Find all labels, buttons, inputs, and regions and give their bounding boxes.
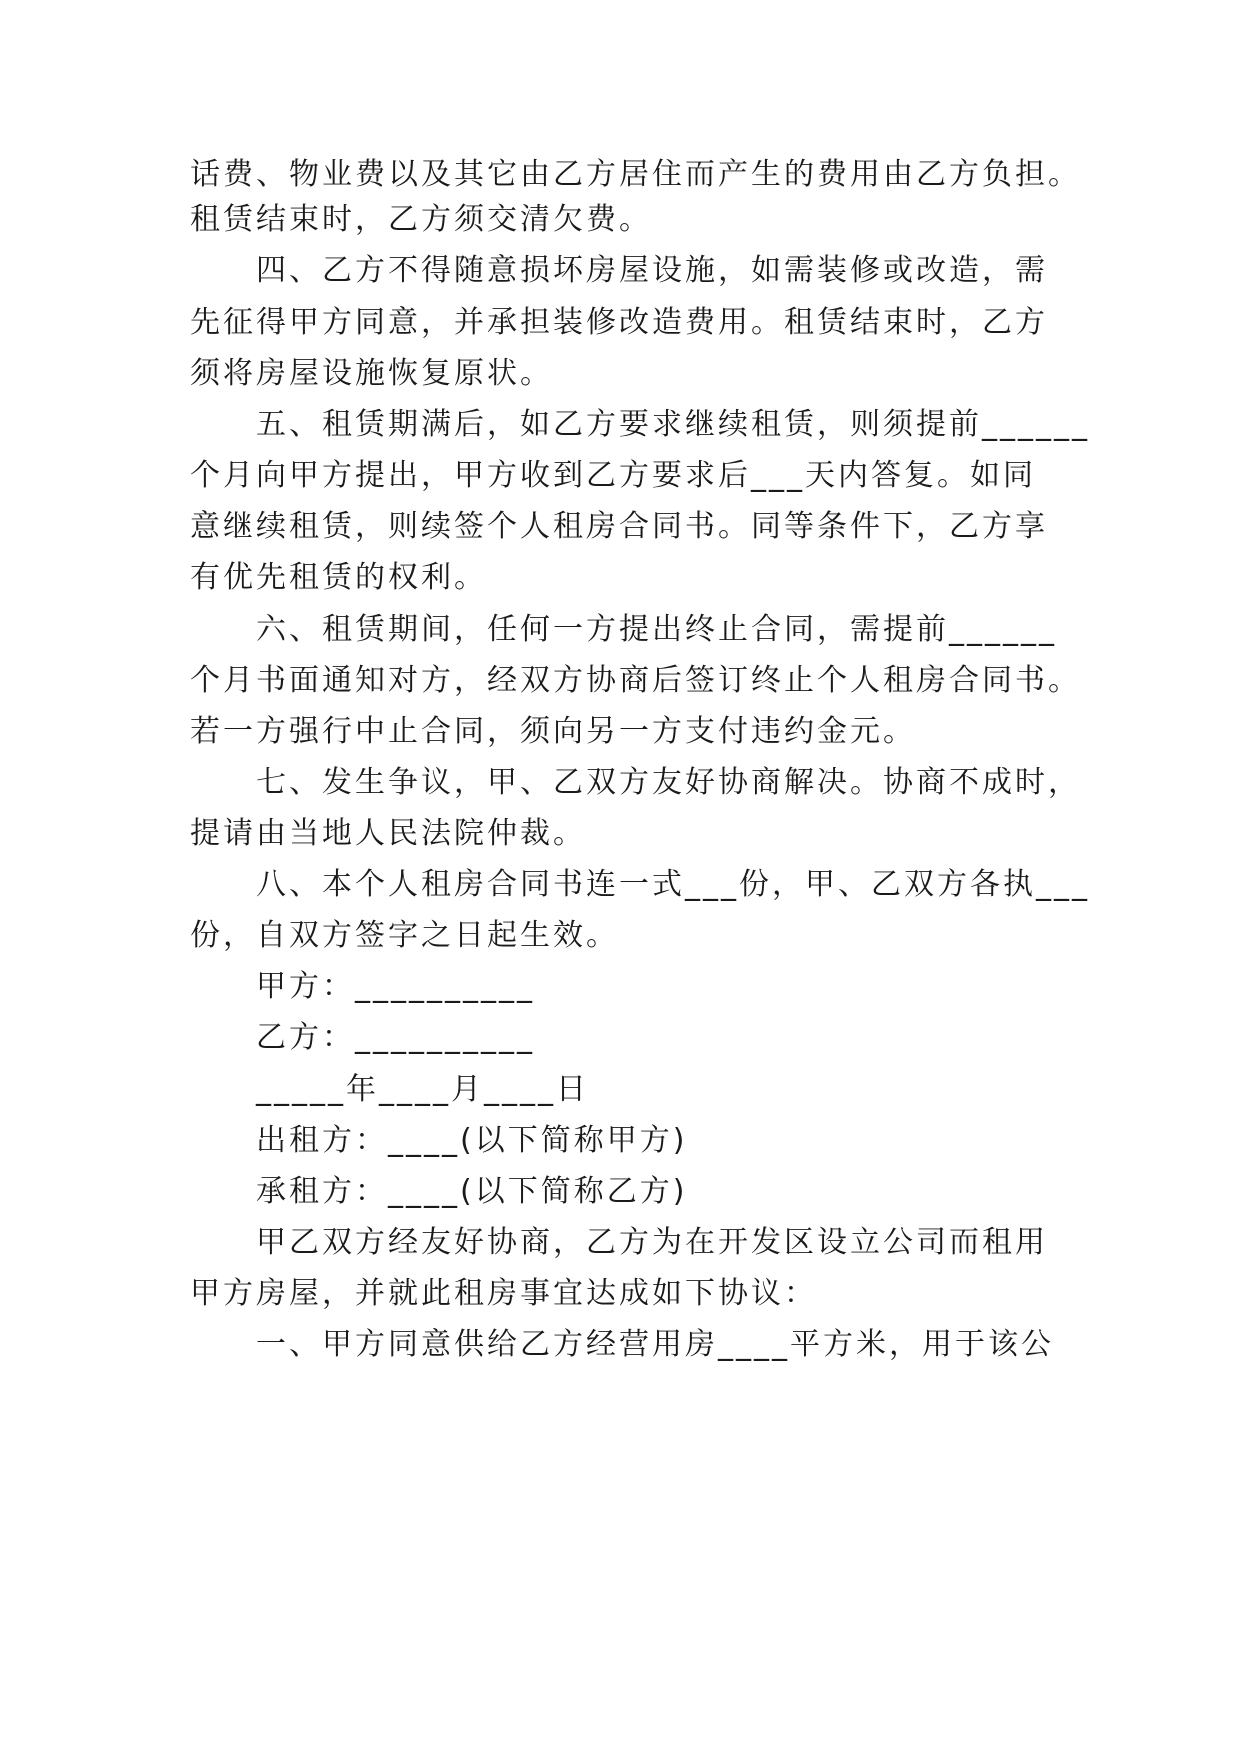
party-b-signature: 乙方：__________ — [256, 1020, 535, 1055]
paragraph-line: 提请由当地人民法院仲裁。 — [190, 816, 586, 851]
party-a-signature: 甲方：__________ — [256, 969, 535, 1004]
paragraph-line: 个月书面通知对方，经双方协商后签订终止个人租房合同书。 — [190, 663, 1081, 698]
date-line: _____年____月____日 — [256, 1072, 589, 1107]
paragraph-line: 若一方强行中止合同，须向另一方支付违约金元。 — [190, 714, 916, 749]
paragraph-line: 有优先租赁的权利。 — [190, 560, 487, 595]
lessor-line: 出租方：____(以下简称甲方) — [256, 1123, 688, 1158]
clause-one-line: 一、甲方同意供给乙方经营用房____平方米，用于该公 — [256, 1327, 1054, 1362]
paragraph-line: 先征得甲方同意，并承担装修改造费用。租赁结束时，乙方 — [190, 305, 1048, 340]
paragraph-line: 须将房屋设施恢复原状。 — [190, 356, 553, 391]
paragraph-line: 个月向甲方提出，甲方收到乙方要求后___天内答复。如同 — [190, 458, 1036, 493]
clause-five-line: 五、租赁期满后，如乙方要求继续租赁，则须提前______ — [256, 407, 1090, 442]
lessee-line: 承租方：____(以下简称乙方) — [256, 1174, 688, 1209]
paragraph-line: 甲方房屋，并就此租房事宜达成如下协议： — [190, 1276, 817, 1311]
paragraph-line: 意继续租赁，则续签个人租房合同书。同等条件下，乙方享 — [190, 509, 1048, 544]
clause-six-line: 六、租赁期间，任何一方提出终止合同，需提前______ — [256, 612, 1057, 647]
paragraph-line: 租赁结束时，乙方须交清欠费。 — [190, 202, 652, 237]
clause-seven-line: 七、发生争议，甲、乙双方友好协商解决。协商不成时， — [256, 765, 1081, 800]
intro-paragraph-line: 甲乙双方经友好协商，乙方为在开发区设立公司而租用 — [256, 1225, 1048, 1260]
paragraph-line: 话费、物业费以及其它由乙方居住而产生的费用由乙方负担。 — [190, 157, 1081, 192]
clause-four-line: 四、乙方不得随意损坏房屋设施，如需装修或改造，需 — [256, 253, 1048, 288]
paragraph-line: 份，自双方签字之日起生效。 — [190, 918, 619, 953]
clause-eight-line: 八、本个人租房合同书连一式___份，甲、乙双方各执___ — [256, 867, 1090, 902]
